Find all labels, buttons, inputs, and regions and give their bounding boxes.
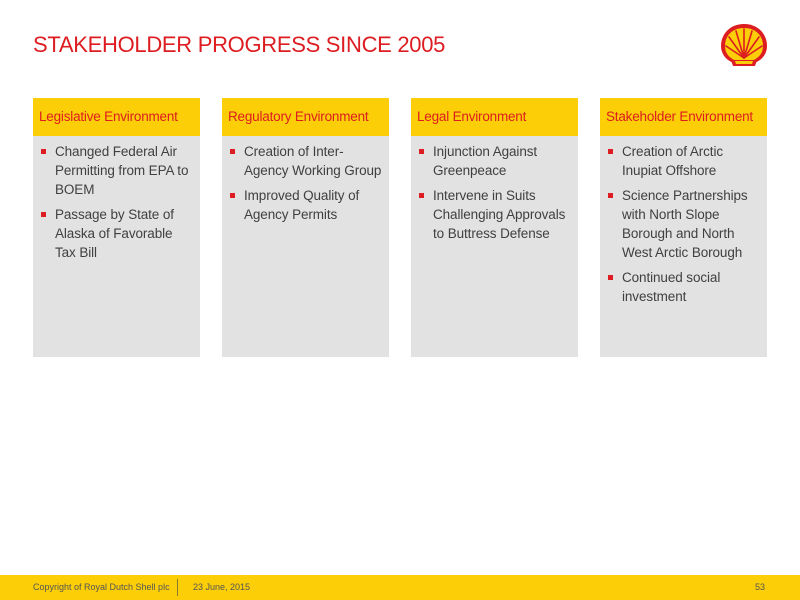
list-item [228, 142, 383, 180]
bullet-list [33, 136, 200, 262]
list-item-text: Continued social investment [622, 270, 721, 304]
footer-bar [0, 575, 800, 600]
list-item [39, 205, 194, 262]
footer-divider [177, 579, 178, 596]
footer-date: 23 June, 2015 [193, 582, 251, 592]
column-header: Legal Environment [411, 98, 578, 136]
bullet-list [411, 136, 578, 243]
legislative-environment-panel [33, 98, 200, 357]
list-item-text: Injunction Against Greenpeace [433, 144, 538, 178]
square-bullet-icon [608, 149, 613, 154]
column-header: Regulatory Environment [222, 98, 389, 136]
page-title: STAKEHOLDER PROGRESS SINCE 2005 [33, 32, 446, 57]
square-bullet-icon [41, 212, 46, 217]
square-bullet-icon [230, 149, 235, 154]
list-item-text: Improved Quality of Agency Permits [244, 188, 360, 222]
square-bullet-icon [608, 193, 613, 198]
square-bullet-icon [419, 193, 424, 198]
list-item [228, 186, 383, 224]
list-item [606, 142, 761, 180]
legal-environment-panel [411, 98, 578, 357]
list-item-text: Creation of Arctic Inupiat Offshore [622, 144, 723, 178]
list-item [417, 186, 572, 243]
shell-logo-icon [719, 22, 769, 68]
column-header: Stakeholder Environment [600, 98, 767, 136]
list-item-text: Science Partnerships with North Slope Borough and North West Arctic Borough [622, 188, 748, 260]
regulatory-environment-panel [222, 98, 389, 357]
list-item [39, 142, 194, 199]
page-number: 53 [754, 582, 765, 592]
square-bullet-icon [41, 149, 46, 154]
footer-copyright: Copyright of Royal Dutch Shell plc [33, 582, 170, 592]
list-item-text: Passage by State of Alaska of Favorable Tax Bill [55, 207, 174, 260]
list-item [606, 268, 761, 306]
list-item-text: Creation of Inter-Agency Working Group [244, 144, 382, 178]
list-item-text: Intervene in Suits Challenging Approvals to Buttress Defense [433, 188, 566, 241]
square-bullet-icon [419, 149, 424, 154]
list-item [417, 142, 572, 180]
list-item [606, 186, 761, 262]
square-bullet-icon [230, 193, 235, 198]
list-item-text: Changed Federal Air Permitting from EPA to BOEM [55, 144, 189, 197]
square-bullet-icon [608, 275, 613, 280]
column-header: Legislative Environment [33, 98, 200, 136]
bullet-list [600, 136, 767, 306]
bullet-list [222, 136, 389, 224]
stakeholder-environment-panel [600, 98, 767, 357]
